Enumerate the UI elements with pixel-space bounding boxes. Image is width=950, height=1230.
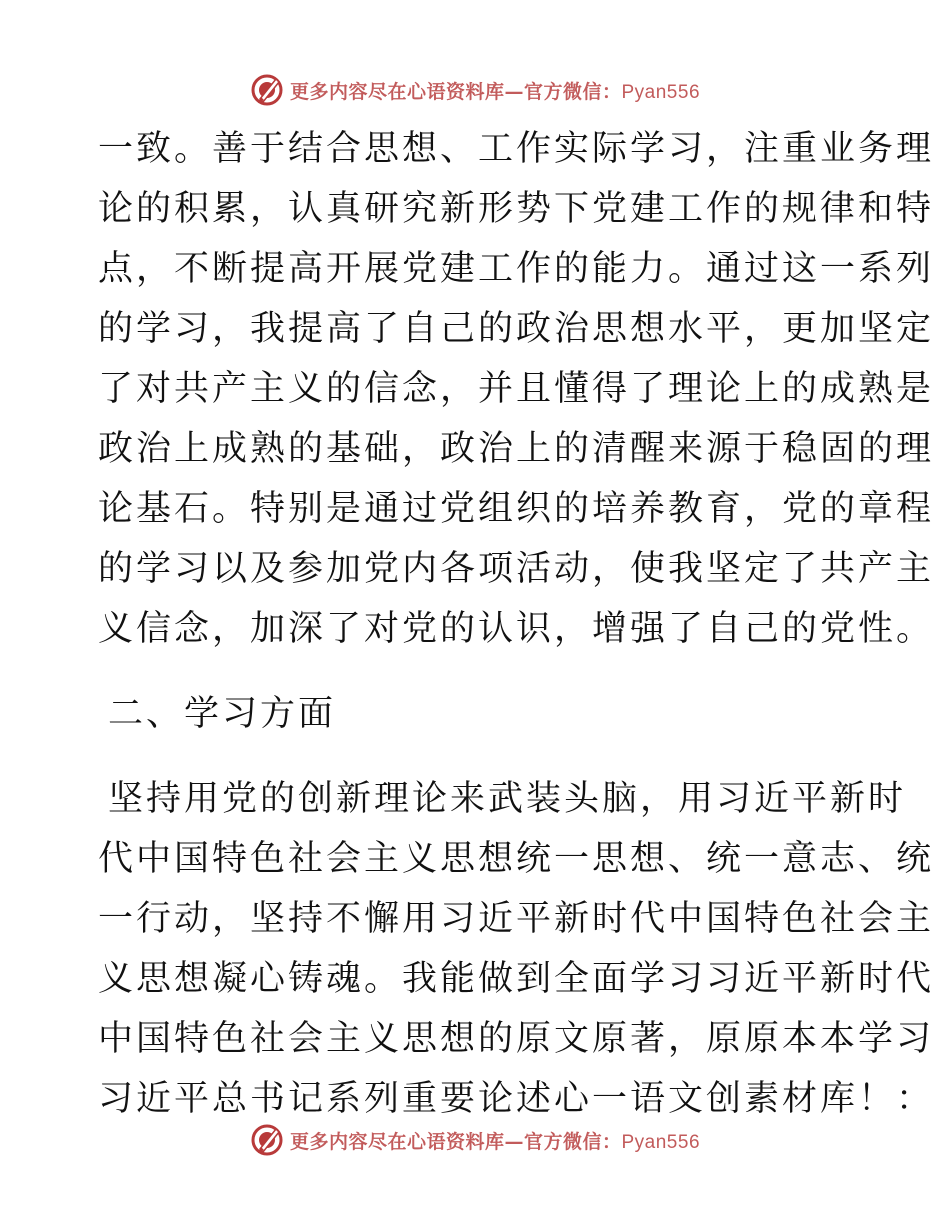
logo-pen-icon — [250, 1123, 284, 1157]
paragraph-2-line: 坚持用党的创新理论来武装头脑，用习近平新时 — [108, 779, 907, 819]
paragraph-1-line: 政治上成熟的基础，政治上的清醒来源于稳固的理 — [98, 429, 935, 469]
header-banner-text — [290, 77, 700, 104]
paragraph-1-line: 了对共产主义的信念，并且懂得了理论上的成熟是 — [98, 369, 935, 409]
logo-pen-icon — [250, 73, 284, 107]
paragraph-1-line: 义信念，加深了对党的认识，增强了自己的党性。 — [98, 609, 935, 649]
paragraph-1-line: 的学习，我提高了自己的政治思想水平，更加坚定 — [98, 309, 935, 349]
footer-banner-text — [290, 1127, 700, 1154]
footer-banner — [0, 1120, 950, 1160]
paragraph-spacer — [98, 659, 858, 679]
paragraph-1-line: 点，不断提高开展党建工作的能力。通过这一系列 — [98, 249, 935, 289]
paragraph-2-line: 一行动，坚持不懈用习近平新时代中国特色社会主 — [98, 899, 935, 939]
paragraph-2-line: 代中国特色社会主义思想统一思想、统一意志、统 — [98, 839, 935, 879]
paragraph-1-line: 的学习以及参加党内各项活动，使我坚定了共产主 — [98, 549, 935, 589]
footer-banner-wechat-id: Pyan556 — [621, 1131, 701, 1153]
paragraph-1-line: 论的积累，认真研究新形势下党建工作的规律和特 — [98, 189, 935, 229]
paragraph-2-line: 义思想凝心铸魂。我能做到全面学习习近平新时代 — [98, 959, 935, 999]
section-heading: 二、学习方面 — [108, 694, 337, 734]
header-banner — [0, 70, 950, 110]
header-banner-wechat-id: Pyan556 — [621, 81, 701, 103]
paragraph-2-line: 中国特色社会主义思想的原文原著，原原本本学习 — [98, 1019, 935, 1059]
paragraph-2-line: 习近平总书记系列重要论述心一语文创素材库！： — [98, 1079, 935, 1119]
paragraph-1-line: 论基石。特别是通过党组织的培养教育，党的章程 — [98, 489, 935, 529]
paragraph-1-line: 一致。善于结合思想、工作实际学习，注重业务理 — [98, 129, 935, 169]
header-banner-label: 更多内容尽在心语资料库—官方微信： — [289, 80, 622, 103]
document-body — [98, 119, 935, 1129]
paragraph-spacer — [98, 749, 858, 769]
footer-banner-label: 更多内容尽在心语资料库—官方微信： — [289, 1130, 622, 1153]
